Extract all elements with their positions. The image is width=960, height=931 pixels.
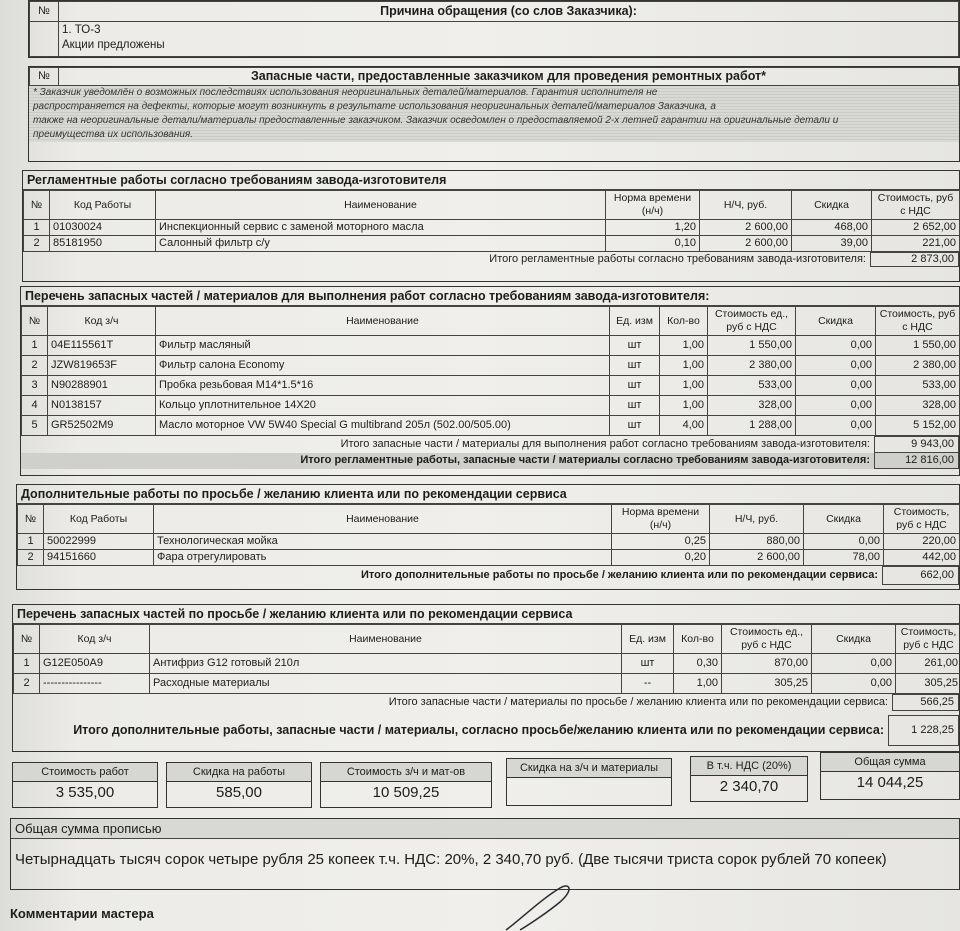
reason-line-2: Акции предложены [62,39,165,51]
add-works-title: Дополнительные работы по просьбе / желанию клиента или по рекомендации сервиса [17,485,959,504]
table-row: 1 50022999 Технологическая мойка 0,25 880,00 0,00 220,00 [18,534,960,550]
add-works-table: № Код Работы Наименование Норма времени (н/ч) Н/Ч, руб. Скидка Стоимость, руб с НДС 1 50022999 Технологическая мойка 0,25 880,00 0,00 220,00 2 94151660 Фара отрегулировать 0,20 2 600,00 78,00 442,00 [17,504,960,566]
table-row: 2 JZW819653F Фильтр салона Economy шт 1,00 2 380,00 0,00 2 380,00 [22,356,960,376]
reg-parts-title: Перечень запасных частей / материалов для выполнения работ согласно требованиям завода-изготовителя: [21,287,959,306]
reason-section [28,0,960,58]
summary-work-discount: Скидка на работы 585,00 [166,762,312,808]
reg-parts-section [20,286,960,476]
col-no: № [24,191,50,220]
reg-parts-total-label: Итого запасные части / материалы для выполнения работ согласно требованиям завода-изготовителя: [340,438,870,450]
col-name: Наименование [156,191,606,220]
table-row: 4 N0138157 Кольцо уплотнительное 14X20 шт 1,00 328,00 0,00 328,00 [22,396,960,416]
reg-works-table [23,190,960,252]
col-discount: Скидка [792,191,872,220]
summary-parts-cost: Стоимость з/ч и мат-ов 10 509,25 [320,762,492,808]
amount-in-words-title: Общая сумма прописью [11,819,959,839]
master-comments-title: Комментарии мастера [10,906,154,921]
customer-parts-disclaimer [29,86,959,142]
reg-works-total-value: 2 873,00 [871,253,959,267]
reason-no: № [30,2,59,22]
reason-title: Причина обращения (со слов Заказчика): [59,2,959,22]
col-cost: Стоимость, руб с НДС [872,191,960,220]
customer-parts-section [28,66,960,162]
reg-grand-total-label: Итого регламентные работы, запасные части / материалы согласно требованиям завода-изготовителя: [300,454,870,466]
add-works-total-value: 662,00 [883,567,959,585]
reg-parts-table: № Код з/ч Наименование Ед. изм Кол-во Стоимость ед., руб с НДС Скидка Стоимость, руб с НДС 1 04E115561T Фильтр масляный шт 1,00 1 550,00 0,00 1 550,00 2 JZW819653F Фильтр салона Economy шт 1,00 2 380,00 0,00 2 380,00 3 N90288901 Пробка резьбовая M14*1.5*16 шт 1,00 533,00 0,00 533,00 4 N0138157 Кольцо уплотнительное 14X20 шт 1,00 328,00 0,00 328,00 5 GR52502M9 Масло моторное VW 5W40 Special G multibrand 205л (502.00/505.00) шт 4,00 1 288,00 0,00 5 152,00 [21,306,960,436]
table-row: 1 04E115561T Фильтр масляный шт 1,00 1 550,00 0,00 1 550,00 [22,336,960,356]
customer-parts-no: № [30,68,59,86]
customer-parts-title: Запасные части, предоставленные заказчиком для проведения ремонтных работ* [59,68,959,86]
col-code: Код Работы [50,191,156,220]
table-row: 2 85181950 Салонный фильтр с/у 0,10 2 600,00 39,00 221,00 [24,236,960,252]
col-rate: Н/Ч, руб. [700,191,792,220]
add-parts-section [12,604,960,752]
summary-work-cost: Стоимость работ 3 535,00 [12,762,158,808]
summary-parts-discount: Скидка на з/ч и материалы [506,758,672,806]
add-parts-table: № Код з/ч Наименование Ед. изм Кол-во Стоимость ед., руб с НДС Скидка Стоимость, руб с НДС 1 G12E050A9 Антифриз G12 готовый 210л шт 0,30 870,00 0,00 261,00 2 ---------------- Расходные материалы -- 1,00 305,25 0,00 305,25 [13,624,960,694]
col-norm: Норма времени (н/ч) [606,191,700,220]
amount-in-words-section [10,818,960,890]
table-row: 2 ---------------- Расходные материалы -- 1,00 305,25 0,00 305,25 [14,674,960,694]
table-row: 5 GR52502M9 Масло моторное VW 5W40 Special G multibrand 205л (502.00/505.00) шт 4,00 1 288,00 0,00 5 152,00 [22,416,960,436]
table-row: 1 01030024 Инспекционный сервис с заменой моторного масла 1,20 2 600,00 468,00 2 652,00 [24,220,960,236]
amount-in-words-text: Четырнадцать тысяч сорок четыре рубля 25 копеек т.ч. НДС: 20%, 2 340,70 руб. (Две тысячи триста сорок рублей 70 копеек) [15,851,887,868]
disclaimer-line-2: распространяется на дефекты, которые могут возникнуть в результате использования неоригинальных деталей/материалов Заказчика, а [33,101,716,112]
disclaimer-line-3: также на неоригинальные детали/материалы предоставленные заказчиком. Заказчик осведомлен о предоставляемой 2-х летней гарантии на оригинальные детали и [33,115,839,126]
add-works-section [16,484,960,590]
reg-grand-total-value: 12 816,00 [875,453,959,469]
add-parts-total-label: Итого запасные части / материалы по просьбе / желанию клиента или по рекомендации сервиса: [388,696,888,708]
disclaimer-line-4: преимущества их использования. [33,129,194,140]
summary-vat: В т.ч. НДС (20%) 2 340,70 [690,756,808,802]
table-row: 3 N90288901 Пробка резьбовая M14*1.5*16 шт 1,00 533,00 0,00 533,00 [22,376,960,396]
add-parts-total-value: 566,25 [893,695,959,711]
add-works-total-label: Итого дополнительные работы по просьбе / желанию клиента или по рекомендации сервиса: [360,569,878,581]
add-grand-total-value: 1 228,25 [889,716,959,746]
reg-works-title: Регламентные работы согласно требованиям завода-изготовителя [23,171,959,190]
table-row: 1 G12E050A9 Антифриз G12 готовый 210л шт 0,30 870,00 0,00 261,00 [14,654,960,674]
reg-parts-total-value: 9 943,00 [875,437,959,453]
reason-line-1: 1. ТО-3 [62,24,101,36]
disclaimer-line-1: * Заказчик уведомлён о возможных последствиях использования неоригинальных деталей/материалов. Гарантия исполнителя не [33,87,658,98]
reg-works-total-label: Итого регламентные работы согласно требованиям завода-изготовителя: [489,253,866,265]
reg-works-section [22,170,960,282]
summary-total: Общая сумма 14 044,25 [820,752,960,800]
table-row: 2 94151660 Фара отрегулировать 0,20 2 600,00 78,00 442,00 [18,550,960,566]
add-grand-total-label: Итого дополнительные работы, запасные части / материалы, согласно просьбе/желанию клиента или по рекомендации сервиса: [73,723,884,737]
add-parts-title: Перечень запасных частей по просьбе / желанию клиента или по рекомендации сервиса [13,605,959,624]
signature-scribble [500,880,580,931]
